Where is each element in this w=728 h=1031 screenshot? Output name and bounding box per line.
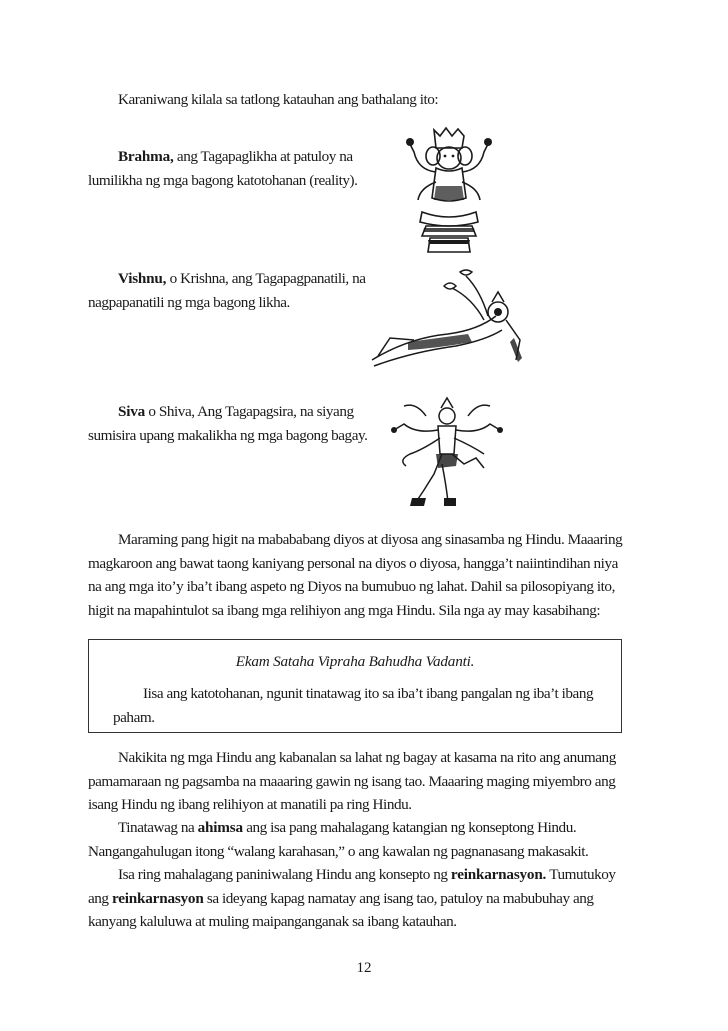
deity-brahma-description: ang Tagapaglikha at patuloy na lumilikha ng mga bagong katotohanan (reality). xyxy=(88,148,358,189)
deity-vishnu-name: Vishnu, xyxy=(118,270,167,287)
deity-siva-description: o Shiva, Ang Tagapagsira, na siyang sumisira upang makalikha ng mga bagong bagay. xyxy=(88,403,368,444)
brahma-illustration xyxy=(400,126,498,256)
reincarnation-term-2: reinkarnasyon xyxy=(111,889,204,907)
quote-box xyxy=(88,639,622,733)
paragraph-reincarnation xyxy=(88,863,634,934)
deity-siva-text xyxy=(88,400,373,447)
main-paragraph: Maraming pang higit na mabababang diyos at diyosa ang sinasamba ng Hindu. Maaaring magkaroon ang bawat taong kaniyang personal na diyos o diyosa, hangga’t naiintindihan niya na ang mga ito’y iba’t ibang aspeto ng Diyos na bumubuo ng lahat. Dahil sa pilosopiyang ito, higit na mapahintulot sa ibang mga relihiyon ang mga Hindu. Sila nga ay may kasabihang: xyxy=(88,531,623,619)
page-number: 12 xyxy=(356,960,372,976)
reincarnation-text-middle: Tumutukoy ang xyxy=(88,866,616,907)
deity-brahma-text xyxy=(88,145,373,192)
deity-brahma-name: Brahma, xyxy=(118,148,174,165)
reincarnation-text-after: sa ideyang kapag namatay ang isang tao, patuloy na mabubuhay ang kanyang kaluluwa at muling maipanganganak sa ibang katauhan. xyxy=(88,889,594,930)
paragraph-ahimsa xyxy=(88,816,634,863)
reincarnation-term-1: reinkarnasyon. xyxy=(450,866,547,883)
ahimsa-term: ahimsa xyxy=(197,819,243,836)
reincarnation-text-before: Isa ring mahalagang paniniwalang Hindu ang konsepto ng xyxy=(118,866,451,883)
paragraph-divinity: Nakikita ng mga Hindu ang kabanalan sa lahat ng bagay at kasama na rito ang anumang pamamaraan ng pagsamba na maaaring gawin ng isang tao. Maaaring maging miyembro ang isang Hindu ng ibang relihiyon at manatili pa ring Hindu. xyxy=(88,749,616,813)
deity-vishnu-description: o Krishna, ang Tagapagpanatili, na nagpapanatili ng mga bagong likha. xyxy=(88,270,366,311)
deity-vishnu-text xyxy=(88,267,373,314)
shiva-illustration xyxy=(386,394,508,512)
quote-title: Ekam Sataha Vipraha Bahudha Vadanti. xyxy=(235,653,475,670)
quote-translation: Iisa ang katotohanan, ngunit tinatawag ito sa iba’t ibang pangalan ng iba’t ibang paham. xyxy=(113,685,594,726)
ahimsa-text-after: ang isa pang mahalagang katangian ng konseptong Hindu. Nangangahulugan itong “walang karahasan,” o ang kawalan ng pagnanasang makasakit. xyxy=(88,819,589,860)
intro-paragraph: Karaniwang kilala sa tatlong katauhan ang bathalang ito: xyxy=(118,91,439,108)
vishnu-illustration xyxy=(368,268,528,372)
deity-siva-name: Siva xyxy=(118,403,146,420)
ahimsa-text-before: Tinatawag na xyxy=(118,819,198,836)
